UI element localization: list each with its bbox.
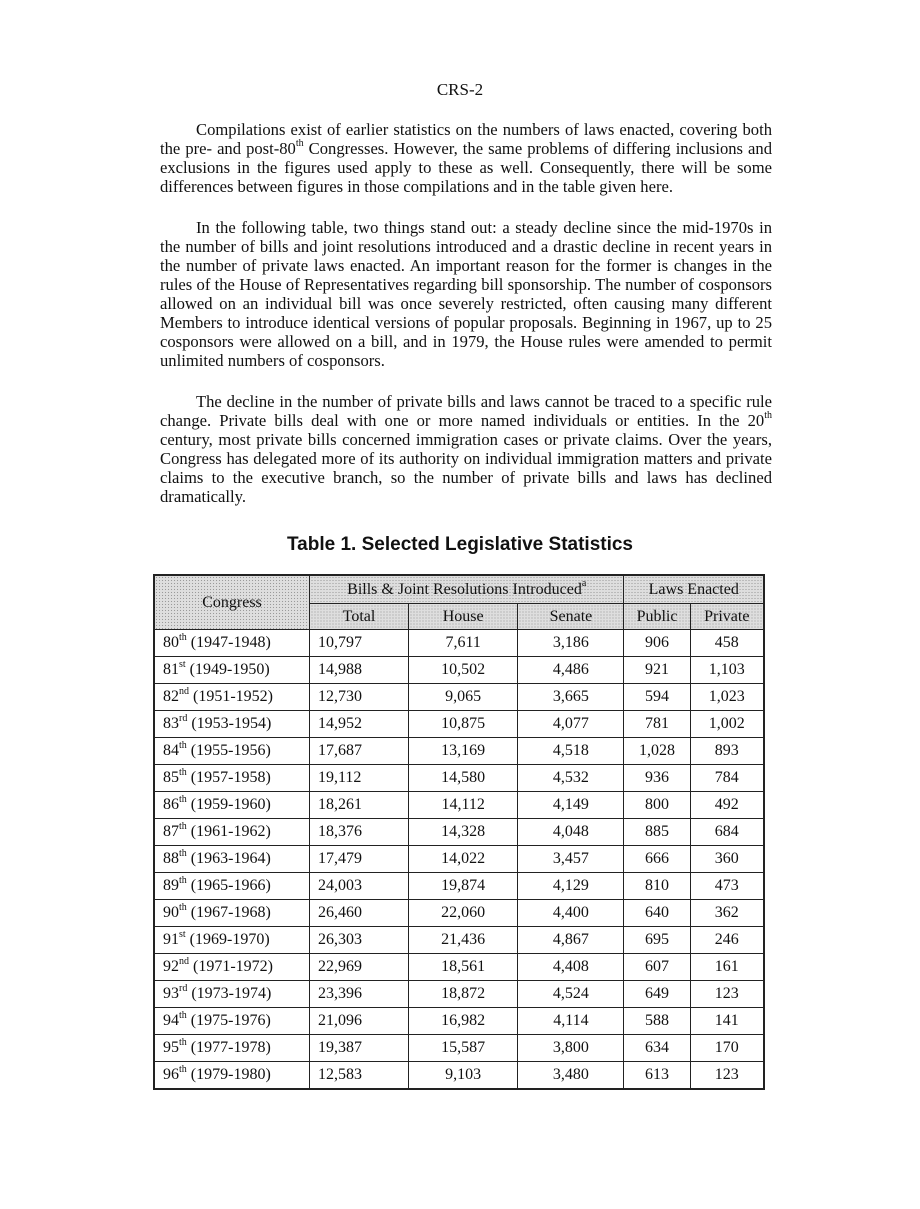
congress-cell: 91st (1969-1970) <box>154 927 310 954</box>
congress-cell: 83rd (1953-1954) <box>154 711 310 738</box>
total-cell: 12,583 <box>310 1062 409 1090</box>
private-cell: 246 <box>690 927 764 954</box>
table-row <box>154 1035 764 1062</box>
total-cell: 26,460 <box>310 900 409 927</box>
header-total: Total <box>310 604 409 630</box>
private-cell: 123 <box>690 1062 764 1090</box>
paragraph-3: The decline in the number of private bills and laws cannot be traced to a specific rule change. Private bills deal with one or more named individuals or entities. In the 20th century, most private bills concerned immigration cases or private claims. Over the years, Congress has delegated more of its authority on individual immigration matters and private claims to the executive branch, so the number of private bills and laws has declined dramatically. <box>160 392 772 506</box>
house-cell: 14,112 <box>409 792 518 819</box>
private-cell: 473 <box>690 873 764 900</box>
table-body <box>154 630 764 1090</box>
paragraph-1: Compilations exist of earlier statistics on the numbers of laws enacted, covering both the pre- and post-80th Congresses. However, the same problems of differing inclusions and exclusions in the figures used apply to these as well. Consequently, there will be some differences between figures in those compilations and in the table given here. <box>160 120 772 196</box>
public-cell: 649 <box>624 981 690 1008</box>
private-cell: 141 <box>690 1008 764 1035</box>
public-cell: 695 <box>624 927 690 954</box>
table-row <box>154 1062 764 1090</box>
table-row <box>154 792 764 819</box>
senate-cell: 3,186 <box>518 630 624 657</box>
senate-cell: 4,524 <box>518 981 624 1008</box>
header-private: Private <box>690 604 764 630</box>
total-cell: 21,096 <box>310 1008 409 1035</box>
senate-cell: 4,518 <box>518 738 624 765</box>
congress-cell: 95th (1977-1978) <box>154 1035 310 1062</box>
public-cell: 906 <box>624 630 690 657</box>
total-cell: 22,969 <box>310 954 409 981</box>
header-bills-group: Bills & Joint Resolutions Introduced$^a$ <box>310 575 624 604</box>
total-cell: 12,730 <box>310 684 409 711</box>
congress-cell: 90th (1967-1968) <box>154 900 310 927</box>
private-cell: 784 <box>690 765 764 792</box>
congress-cell: 84th (1955-1956) <box>154 738 310 765</box>
public-cell: 634 <box>624 1035 690 1062</box>
table-title: Table 1. Selected Legislative Statistics <box>286 534 634 555</box>
total-cell: 17,687 <box>310 738 409 765</box>
header-congress: Congress <box>154 575 310 630</box>
congress-cell: 93rd (1973-1974) <box>154 981 310 1008</box>
public-cell: 885 <box>624 819 690 846</box>
total-cell: 19,387 <box>310 1035 409 1062</box>
private-cell: 360 <box>690 846 764 873</box>
private-cell: 458 <box>690 630 764 657</box>
private-cell: 1,103 <box>690 657 764 684</box>
private-cell: 170 <box>690 1035 764 1062</box>
congress-cell: 87th (1961-1962) <box>154 819 310 846</box>
private-cell: 362 <box>690 900 764 927</box>
header-public: Public <box>624 604 690 630</box>
house-cell: 16,982 <box>409 1008 518 1035</box>
congress-cell: 86th (1959-1960) <box>154 792 310 819</box>
table-row <box>154 927 764 954</box>
total-cell: 18,261 <box>310 792 409 819</box>
total-cell: 14,952 <box>310 711 409 738</box>
senate-cell: 3,665 <box>518 684 624 711</box>
house-cell: 10,875 <box>409 711 518 738</box>
public-cell: 1,028 <box>624 738 690 765</box>
table-row <box>154 900 764 927</box>
house-cell: 15,587 <box>409 1035 518 1062</box>
congress-cell: 88th (1963-1964) <box>154 846 310 873</box>
total-cell: 23,396 <box>310 981 409 1008</box>
public-cell: 936 <box>624 765 690 792</box>
public-cell: 810 <box>624 873 690 900</box>
table-row <box>154 981 764 1008</box>
public-cell: 594 <box>624 684 690 711</box>
public-cell: 781 <box>624 711 690 738</box>
public-cell: 666 <box>624 846 690 873</box>
table-header-row-1 <box>154 575 764 604</box>
table-row <box>154 873 764 900</box>
table-row <box>154 819 764 846</box>
house-cell: 19,874 <box>409 873 518 900</box>
house-cell: 21,436 <box>409 927 518 954</box>
private-cell: 893 <box>690 738 764 765</box>
congress-cell: 85th (1957-1958) <box>154 765 310 792</box>
private-cell: 1,002 <box>690 711 764 738</box>
table-row <box>154 846 764 873</box>
house-cell: 14,328 <box>409 819 518 846</box>
senate-cell: 3,480 <box>518 1062 624 1090</box>
body-text <box>160 120 772 528</box>
private-cell: 161 <box>690 954 764 981</box>
senate-cell: 4,400 <box>518 900 624 927</box>
senate-cell: 4,048 <box>518 819 624 846</box>
table-row <box>154 684 764 711</box>
congress-cell: 89th (1965-1966) <box>154 873 310 900</box>
house-cell: 14,580 <box>409 765 518 792</box>
public-cell: 921 <box>624 657 690 684</box>
house-cell: 18,872 <box>409 981 518 1008</box>
public-cell: 800 <box>624 792 690 819</box>
paragraph-2: In the following table, two things stand out: a steady decline since the mid-1970s in the number of bills and joint resolutions introduced and a drastic decline in recent years in the number of private laws enacted. An important reason for the former is changes in the rules of the House of Representatives regarding bill sponsorship. The number of cosponsors allowed on an individual bill was once severely restricted, often causing many different Members to introduce identical versions of popular proposals. Beginning in 1967, up to 25 cosponsors were allowed on a bill, and in 1979, the House rules were amended to permit unlimited numbers of cosponsors. <box>160 218 772 370</box>
congress-cell: 96th (1979-1980) <box>154 1062 310 1090</box>
page-header: CRS-2 <box>436 80 484 99</box>
senate-cell: 4,149 <box>518 792 624 819</box>
header-senate: Senate <box>518 604 624 630</box>
senate-cell: 4,129 <box>518 873 624 900</box>
private-cell: 1,023 <box>690 684 764 711</box>
legislative-statistics-table <box>153 574 765 1090</box>
house-cell: 7,611 <box>409 630 518 657</box>
private-cell: 684 <box>690 819 764 846</box>
public-cell: 588 <box>624 1008 690 1035</box>
house-cell: 18,561 <box>409 954 518 981</box>
table-row <box>154 738 764 765</box>
senate-cell: 4,114 <box>518 1008 624 1035</box>
senate-cell: 4,867 <box>518 927 624 954</box>
house-cell: 14,022 <box>409 846 518 873</box>
congress-cell: 94th (1975-1976) <box>154 1008 310 1035</box>
table-row <box>154 765 764 792</box>
congress-cell: 82nd (1951-1952) <box>154 684 310 711</box>
table-row <box>154 657 764 684</box>
senate-cell: 3,457 <box>518 846 624 873</box>
house-cell: 13,169 <box>409 738 518 765</box>
public-cell: 613 <box>624 1062 690 1090</box>
total-cell: 10,797 <box>310 630 409 657</box>
total-cell: 26,303 <box>310 927 409 954</box>
public-cell: 640 <box>624 900 690 927</box>
total-cell: 19,112 <box>310 765 409 792</box>
house-cell: 9,103 <box>409 1062 518 1090</box>
public-cell: 607 <box>624 954 690 981</box>
senate-cell: 4,077 <box>518 711 624 738</box>
header-house: House <box>409 604 518 630</box>
house-cell: 9,065 <box>409 684 518 711</box>
total-cell: 17,479 <box>310 846 409 873</box>
congress-cell: 92nd (1971-1972) <box>154 954 310 981</box>
table-row <box>154 954 764 981</box>
table-row <box>154 711 764 738</box>
header-laws-group: Laws Enacted <box>624 575 764 604</box>
total-cell: 14,988 <box>310 657 409 684</box>
house-cell: 22,060 <box>409 900 518 927</box>
private-cell: 492 <box>690 792 764 819</box>
table-row <box>154 1008 764 1035</box>
total-cell: 18,376 <box>310 819 409 846</box>
private-cell: 123 <box>690 981 764 1008</box>
total-cell: 24,003 <box>310 873 409 900</box>
congress-cell: 81st (1949-1950) <box>154 657 310 684</box>
senate-cell: 3,800 <box>518 1035 624 1062</box>
senate-cell: 4,532 <box>518 765 624 792</box>
congress-cell: 80th (1947-1948) <box>154 630 310 657</box>
table-row <box>154 630 764 657</box>
senate-cell: 4,486 <box>518 657 624 684</box>
senate-cell: 4,408 <box>518 954 624 981</box>
house-cell: 10,502 <box>409 657 518 684</box>
